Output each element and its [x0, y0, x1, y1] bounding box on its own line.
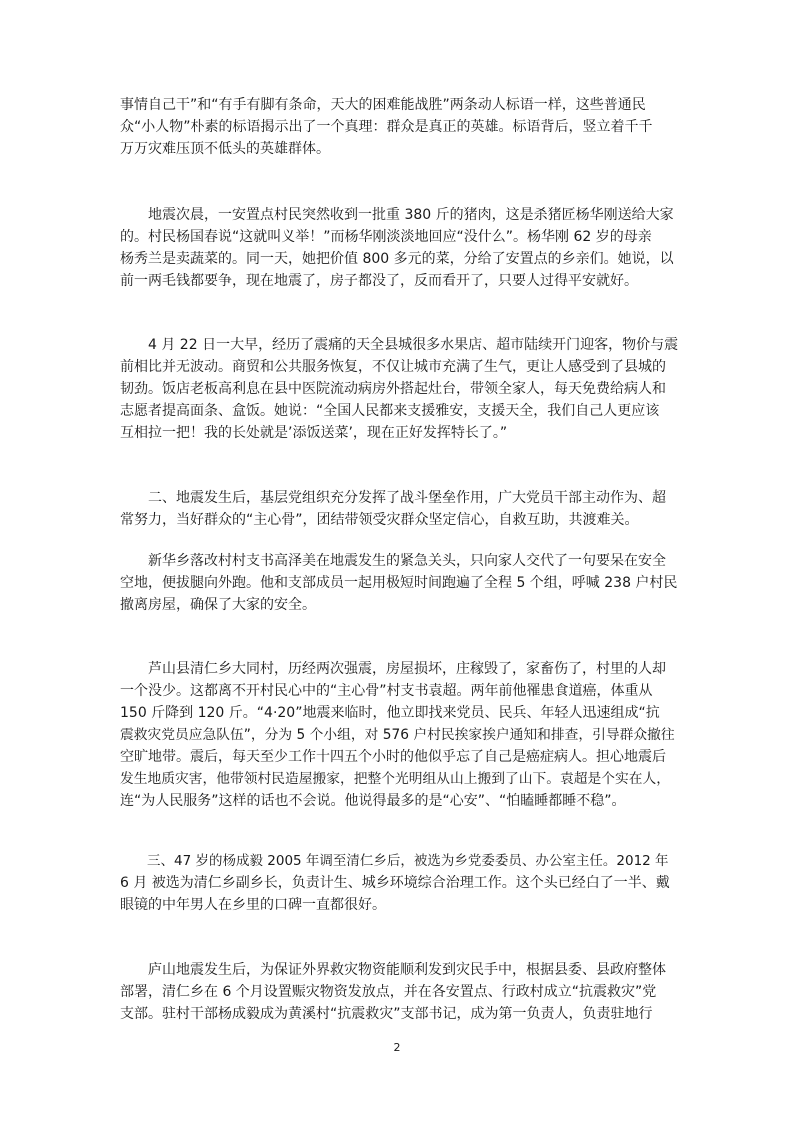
text-line: 前一两毛钱都要争，现在地震了，房子都没了，反而看开了，只要人过得平安就好。 [120, 273, 638, 289]
text-line: 杨秀兰是卖蔬菜的。同一天，她把价值 800 多元的菜，分给了安置点的乡亲们。她说，以 [120, 251, 674, 267]
paragraph-2 [120, 204, 678, 292]
text-line: 众“小人物”朴素的标语揭示出了一个真理：群众是真正的英雄。标语背后，竖立着千千 [120, 119, 653, 135]
paragraph-5 [120, 550, 678, 616]
text-line: 部署，清仁乡在 6 个月设置赈灾物资发放点，并在各安置点、行政村成立“抗震救灾”党 [120, 984, 657, 1000]
paragraph-6 [120, 658, 678, 812]
text-line: 地震次晨，一安置点村民突然收到一批重 380 斤的猪肉，这是杀猪匠杨华刚送给大家 [120, 207, 674, 223]
text-line: 连“为人民服务”这样的话也不会说。他说得最多的是“心安”、“怕瞌睡都睡不稳”。 [120, 793, 626, 809]
text-line: 空旷地带。震后，每天至少工作十四五个小时的他似乎忘了自己是癌症病人。担心地震后 [120, 749, 666, 765]
page-number: 2 [393, 1041, 401, 1054]
text-line: 6 月 被选为清仁乡副乡长，负责计生、城乡环境综合治理工作。这个头已经白了一半、戴 [120, 875, 670, 891]
text-line: 二、地震发生后，基层党组织充分发挥了战斗堡垒作用，广大党员干部主动作为、超 [120, 490, 666, 506]
paragraph-4 [120, 487, 678, 531]
text-line: 一个没少。这都离不开村民心中的“主心骨”村支书袁超。两年前他罹患食道癌，体重从 [120, 683, 653, 699]
text-line: 芦山县清仁乡大同村，历经两次强震，房屋损坏，庄稼毁了，家畜伤了，村里的人却 [120, 661, 666, 677]
text-line: 志愿者提高面条、盒饭。她说：“全国人民都来支援雅安，支援天全，我们自己人更应该 [120, 403, 660, 419]
text-line: 万万灾难压顶不低头的英雄群体。 [120, 141, 330, 157]
paragraph-1 [120, 94, 678, 160]
text-line: 空地，便拔腿向外跑。他和支部成员一起用极短时间跑遍了全程 5 个组，呼喊 238 户村民 [120, 575, 678, 591]
text-line: 庐山地震发生后，为保证外界救灾物资能顺利发到灾民手中，根据县委、县政府整体 [120, 962, 666, 978]
paragraph-8 [120, 959, 678, 1025]
text-line: 前相比并无波动。商贸和公共服务恢复，不仅让城市充满了生气，更让人感受到了县城的 [120, 359, 666, 375]
paragraph-7 [120, 850, 678, 916]
text-line: 互相拉一把！我的长处就是’添饭送菜’，现在正好发挥特长了。” [120, 425, 508, 441]
text-line: 支部。驻村干部杨成毅成为黄溪村“抗震救灾”支部书记，成为第一负责人，负责驻地行 [120, 1006, 653, 1022]
paragraph-3 [120, 334, 678, 444]
text-line: 撤离房屋，确保了大家的安全。 [120, 597, 316, 613]
text-line: 三、47 岁的杨成毅 2005 年调至清仁乡后，被选为乡党委委员、办公室主任。2012 年 [120, 853, 669, 869]
text-line: 韧劲。饭店老板高利息在县中医院流动病房外搭起灶台，带领全家人，每天免费给病人和 [120, 381, 666, 397]
text-line: 震救灾党员应急队伍”，分为 5 个小组，对 576 户村民挨家挨户通知和排查，引导群众撤往 [120, 727, 675, 743]
text-line: 的。村民杨国春说“这就叫义举！”而杨华刚淡淡地回应“没什么”。杨华刚 62 岁的母亲 [120, 229, 652, 245]
text-line: 常努力，当好群众的“主心骨”，团结带领受灾群众坚定信心，自救互助，共渡难关。 [120, 512, 639, 528]
text-line: 新华乡落改村村支书高泽美在地震发生的紧急关头，只向家人交代了一句要呆在安全 [120, 553, 666, 569]
text-line: 150 斤降到 120 斤。“4·20”地震来临时，他立即找来党员、民兵、年轻人迅速组成“抗 [120, 705, 660, 721]
text-line: 4 月 22 日一大早，经历了震痛的天全县城很多水果店、超市陆续开门迎客，物价与震 [120, 337, 679, 353]
text-line: 事情自己干”和“有手有脚有条命，天大的困难能战胜”两条动人标语一样，这些普通民 [120, 97, 646, 113]
text-line: 发生地质灾害，他带领村民造屋搬家，把整个光明组从山上搬到了山下。袁超是个实在人， [120, 771, 671, 787]
text-line: 眼镜的中年男人在乡里的口碑一直都很好。 [120, 897, 386, 913]
